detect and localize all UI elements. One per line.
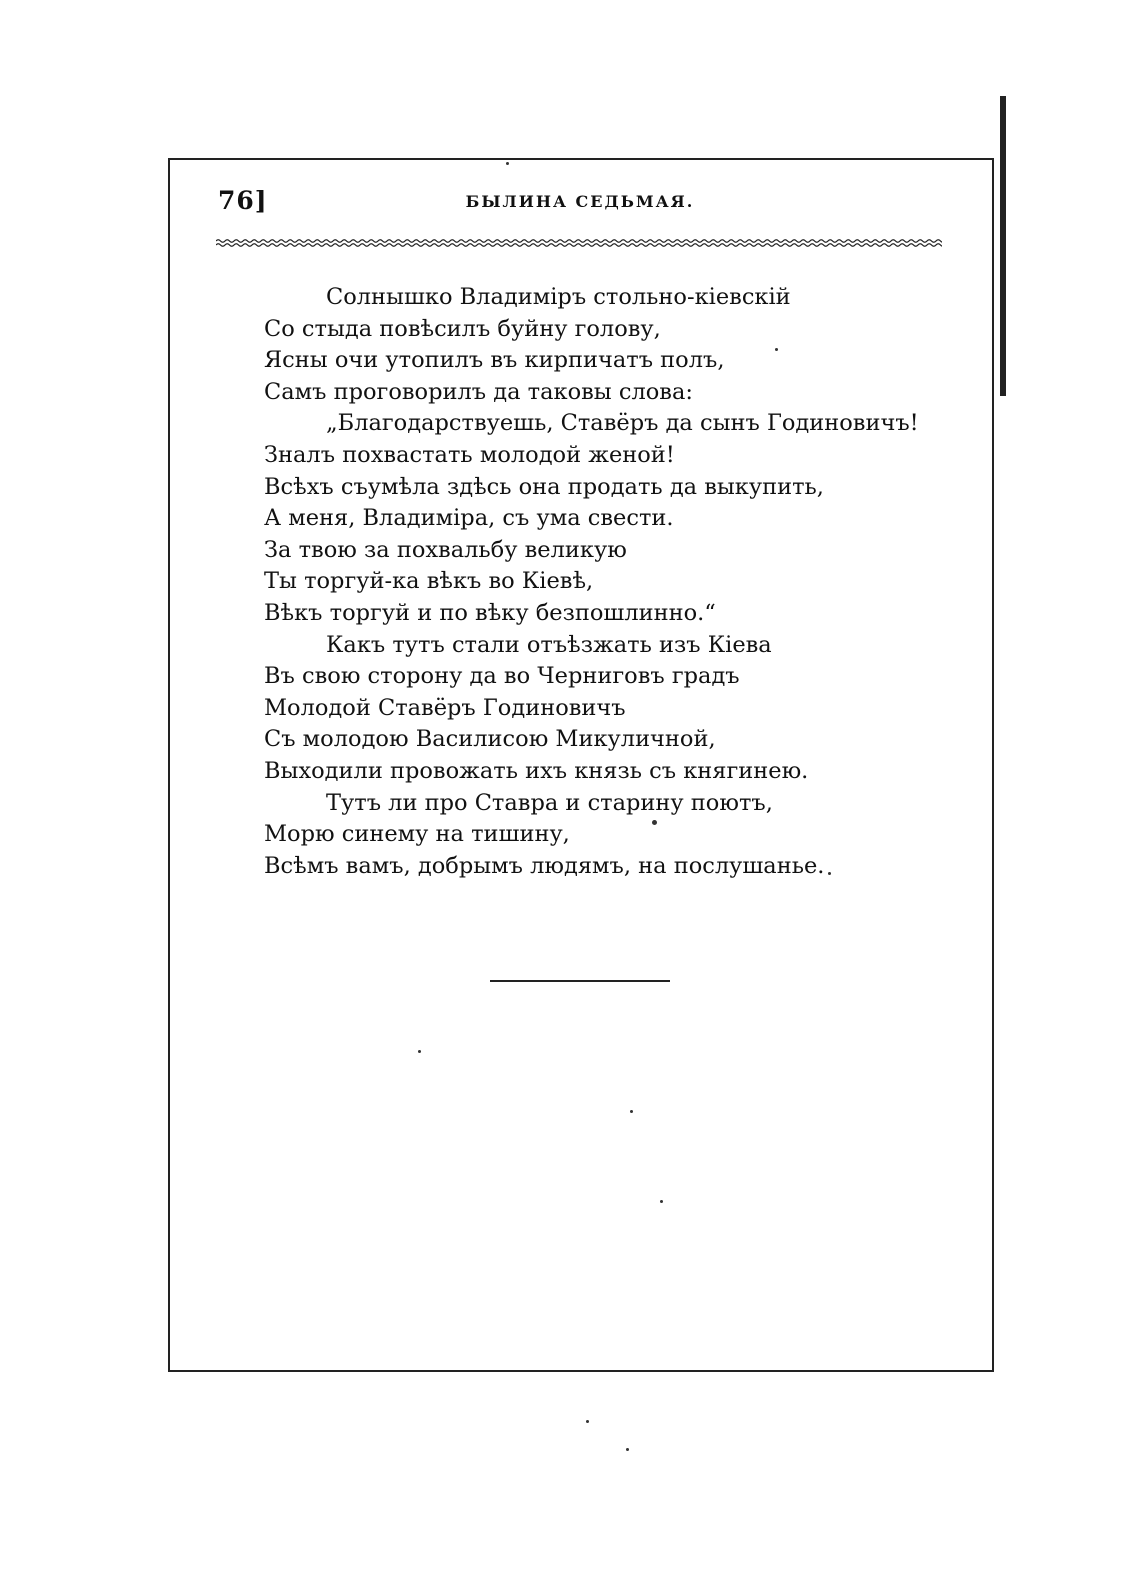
scan-speck bbox=[652, 820, 657, 825]
scan-page-edge bbox=[1000, 96, 1006, 396]
poem-text bbox=[264, 282, 964, 882]
poem-line: Зналъ похвастать молодой женой! bbox=[264, 441, 675, 468]
scan-speck bbox=[828, 872, 831, 875]
scan-speck bbox=[586, 1420, 589, 1423]
poem-line: Со стыда повѣсилъ буйну голову, bbox=[264, 315, 661, 342]
wavy-rule-ornament bbox=[216, 236, 942, 250]
poem-line: Выходили провожать ихъ князь съ княгинею. bbox=[264, 757, 809, 784]
poem-line: Молодой Ставёръ Годиновичъ bbox=[264, 694, 626, 721]
page-header bbox=[218, 186, 942, 222]
scan-speck bbox=[630, 1110, 633, 1113]
scan-speck bbox=[626, 1448, 629, 1451]
poem-line: Всѣмъ вамъ, добрымъ людямъ, на послушанье. bbox=[264, 852, 825, 879]
running-title: БЫЛИНА СЕДЬМАЯ. bbox=[465, 192, 695, 211]
poem-line: А меня, Владиміра, съ ума свести. bbox=[264, 505, 674, 532]
poem-line: За твою за похвальбу великую bbox=[264, 536, 627, 563]
poem-line: Ясны очи утопилъ въ кирпичатъ полъ, bbox=[264, 347, 725, 374]
closing-rule bbox=[490, 980, 670, 982]
scan-speck bbox=[660, 1200, 663, 1203]
poem-line: Съ молодою Василисою Микуличной, bbox=[264, 726, 716, 753]
poem-line: Ты торгуй-ка вѣкъ во Кіевѣ, bbox=[264, 568, 594, 595]
scan-speck bbox=[506, 162, 509, 165]
poem-line: Въ свою сторону да во Черниговъ градъ bbox=[264, 663, 740, 690]
scan-speck bbox=[775, 348, 778, 351]
poem-line: Какъ тутъ стали отъѣзжать изъ Кіева bbox=[326, 631, 772, 658]
poem-line: „Благодарствуешь, Ставёръ да сынъ Годиновичъ! bbox=[326, 410, 919, 437]
poem-line: Самъ проговорилъ да таковы слова: bbox=[264, 378, 693, 405]
poem-line: Тутъ ли про Ставра и старину поютъ, bbox=[326, 789, 773, 816]
poem-line: Морю синему на тишину, bbox=[264, 821, 570, 848]
page-number: 76] bbox=[218, 186, 268, 215]
poem-line: Солнышко Владиміръ стольно-кіевскій bbox=[326, 284, 791, 310]
poem-line: Вѣкъ торгуй и по вѣку безпошлинно.“ bbox=[264, 599, 716, 626]
scan-speck bbox=[418, 1050, 421, 1053]
poem-line: Всѣхъ съумѣла здѣсь она продать да выкупить, bbox=[264, 473, 824, 500]
